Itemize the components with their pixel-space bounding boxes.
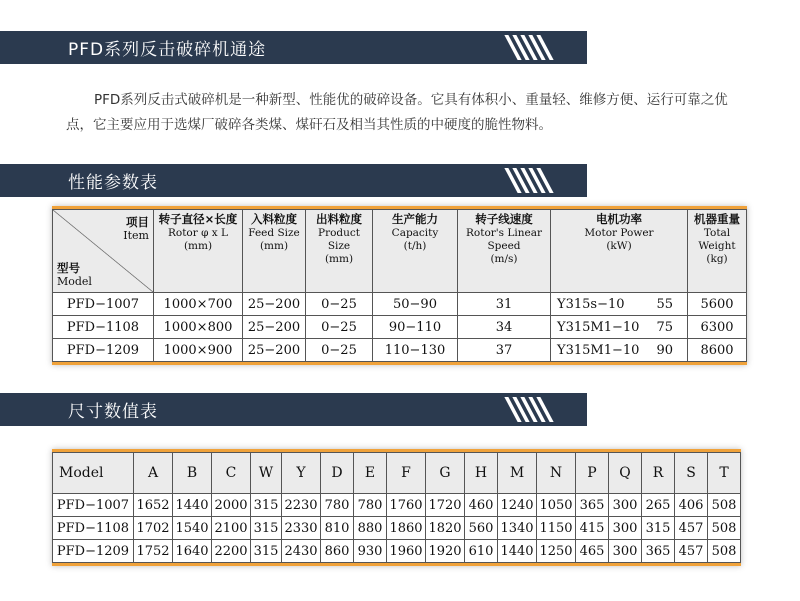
cell-value: 508: [708, 494, 741, 517]
section-header-usage: [0, 31, 587, 64]
cell-value: 460: [465, 494, 498, 517]
header-speed: 转子线速度 Rotor's Linear Speed (m/s): [458, 210, 551, 293]
cell-value: 1760: [387, 494, 426, 517]
header-cell: E: [354, 453, 387, 494]
cell-value: 406: [675, 494, 708, 517]
header-cell: T: [708, 453, 741, 494]
cell-model: PFD−1007: [53, 494, 134, 517]
section-title: PFD系列反击破碎机通途: [68, 40, 267, 60]
cell-value: 2000: [212, 494, 251, 517]
cell-value: 1820: [426, 517, 465, 540]
cell-value: 465: [576, 540, 609, 563]
header-cell: S: [675, 453, 708, 494]
performance-table-wrapper: [52, 206, 747, 365]
cell-weight: 5600: [688, 293, 747, 316]
table-row: [53, 339, 747, 362]
cell-feed: 25−200: [243, 293, 306, 316]
section-title: 性能参数表: [68, 173, 158, 193]
stripes-decoration: [509, 397, 559, 422]
cell-value: 2200: [212, 540, 251, 563]
cell-capacity: 50−90: [373, 293, 458, 316]
cell-kw: 90: [652, 339, 687, 362]
cell-value: 508: [708, 517, 741, 540]
cell-value: 1640: [173, 540, 212, 563]
header-rotor: 转子直径×长度 Rotor φ x L (mm): [154, 210, 243, 293]
section-header-dimensions: [0, 393, 587, 426]
cell-value: 880: [354, 517, 387, 540]
cell-product: 0−25: [306, 293, 373, 316]
cell-value: 1752: [134, 540, 173, 563]
cell-value: 560: [465, 517, 498, 540]
cell-value: 1440: [173, 494, 212, 517]
header-cell: B: [173, 453, 212, 494]
cell-value: 300: [609, 517, 642, 540]
header-cell: M: [498, 453, 537, 494]
cell-motor: Y315M1−10: [551, 339, 653, 362]
cell-value: 457: [675, 540, 708, 563]
header-motor: 电机功率 Motor Power (kW): [551, 210, 688, 293]
cell-value: 780: [354, 494, 387, 517]
cell-value: 860: [321, 540, 354, 563]
header-cell: H: [465, 453, 498, 494]
cell-rotor: 1000×900: [154, 339, 243, 362]
cell-model: PFD−1108: [53, 517, 134, 540]
cell-rotor: 1000×800: [154, 316, 243, 339]
cell-value: 2230: [282, 494, 321, 517]
cell-value: 1960: [387, 540, 426, 563]
cell-kw: 75: [652, 316, 687, 339]
cell-model: PFD−1108: [53, 316, 154, 339]
header-cell: P: [576, 453, 609, 494]
cell-value: 508: [708, 540, 741, 563]
cell-value: 810: [321, 517, 354, 540]
intro-paragraph: [66, 88, 736, 138]
dimensions-table: [52, 452, 741, 563]
cell-motor: Y315s−10: [551, 293, 653, 316]
cell-value: 1340: [498, 517, 537, 540]
header-model: Model: [53, 453, 134, 494]
cell-value: 315: [251, 494, 282, 517]
cell-value: 2330: [282, 517, 321, 540]
cell-value: 315: [642, 517, 675, 540]
stripes-decoration: [509, 35, 559, 60]
cell-model: PFD−1209: [53, 339, 154, 362]
header-weight: 机器重量 Total Weight (kg): [688, 210, 747, 293]
cell-value: 365: [576, 494, 609, 517]
cell-value: 1440: [498, 540, 537, 563]
header-cell: R: [642, 453, 675, 494]
cell-capacity: 110−130: [373, 339, 458, 362]
cell-capacity: 90−110: [373, 316, 458, 339]
cell-value: 415: [576, 517, 609, 540]
header-cell: W: [251, 453, 282, 494]
cell-value: 1050: [537, 494, 576, 517]
cell-value: 1150: [537, 517, 576, 540]
cell-kw: 55: [652, 293, 687, 316]
cell-speed: 34: [458, 316, 551, 339]
cell-value: 1702: [134, 517, 173, 540]
section-title: 尺寸数值表: [68, 402, 158, 422]
table-row: [53, 494, 741, 517]
cell-value: 1540: [173, 517, 212, 540]
cell-value: 780: [321, 494, 354, 517]
dimensions-body: [53, 494, 741, 563]
cell-value: 315: [251, 540, 282, 563]
dimensions-table-wrapper: [52, 449, 741, 566]
table-row: [53, 316, 747, 339]
cell-motor: Y315M1−10: [551, 316, 653, 339]
cell-value: 315: [251, 517, 282, 540]
header-capacity: 生产能力 Capacity (t/h): [373, 210, 458, 293]
cell-value: 365: [642, 540, 675, 563]
corner-header: 项目 Item 型号 Model: [53, 210, 154, 293]
cell-rotor: 1000×700: [154, 293, 243, 316]
cell-value: 1720: [426, 494, 465, 517]
table-header-row: [53, 210, 747, 293]
cell-value: 2100: [212, 517, 251, 540]
header-cell: Y: [282, 453, 321, 494]
cell-weight: 8600: [688, 339, 747, 362]
cell-product: 0−25: [306, 316, 373, 339]
cell-value: 1240: [498, 494, 537, 517]
header-cell: F: [387, 453, 426, 494]
cell-weight: 6300: [688, 316, 747, 339]
cell-value: 1860: [387, 517, 426, 540]
cell-value: 610: [465, 540, 498, 563]
header-cell: C: [212, 453, 251, 494]
cell-speed: 37: [458, 339, 551, 362]
header-feed: 入料粒度 Feed Size (mm): [243, 210, 306, 293]
cell-product: 0−25: [306, 339, 373, 362]
header-cell: A: [134, 453, 173, 494]
table-row: [53, 517, 741, 540]
stripes-decoration: [509, 168, 559, 193]
cell-speed: 31: [458, 293, 551, 316]
performance-table: [52, 209, 747, 362]
header-cell: G: [426, 453, 465, 494]
cell-value: 2430: [282, 540, 321, 563]
cell-value: 1652: [134, 494, 173, 517]
cell-model: PFD−1007: [53, 293, 154, 316]
table-row: [53, 540, 741, 563]
cell-value: 457: [675, 517, 708, 540]
cell-feed: 25−200: [243, 339, 306, 362]
cell-value: 1250: [537, 540, 576, 563]
header-cell: Q: [609, 453, 642, 494]
cell-value: 265: [642, 494, 675, 517]
cell-value: 300: [609, 540, 642, 563]
header-cell: N: [537, 453, 576, 494]
header-product: 出料粒度 Product Size (mm): [306, 210, 373, 293]
table-row: [53, 293, 747, 316]
table-header-row: [53, 453, 741, 494]
cell-value: 930: [354, 540, 387, 563]
section-header-performance: [0, 164, 587, 197]
cell-model: PFD−1209: [53, 540, 134, 563]
intro-text: PFD系列反击式破碎机是一种新型、性能优的破碎设备。它具有体积小、重量轻、维修方便、运行可靠之优点，它主要应用于选煤厂破碎各类煤、煤矸石及相当其性质的中硬度的脆性物料。: [66, 92, 728, 133]
cell-value: 300: [609, 494, 642, 517]
cell-feed: 25−200: [243, 316, 306, 339]
header-cell: D: [321, 453, 354, 494]
cell-value: 1920: [426, 540, 465, 563]
